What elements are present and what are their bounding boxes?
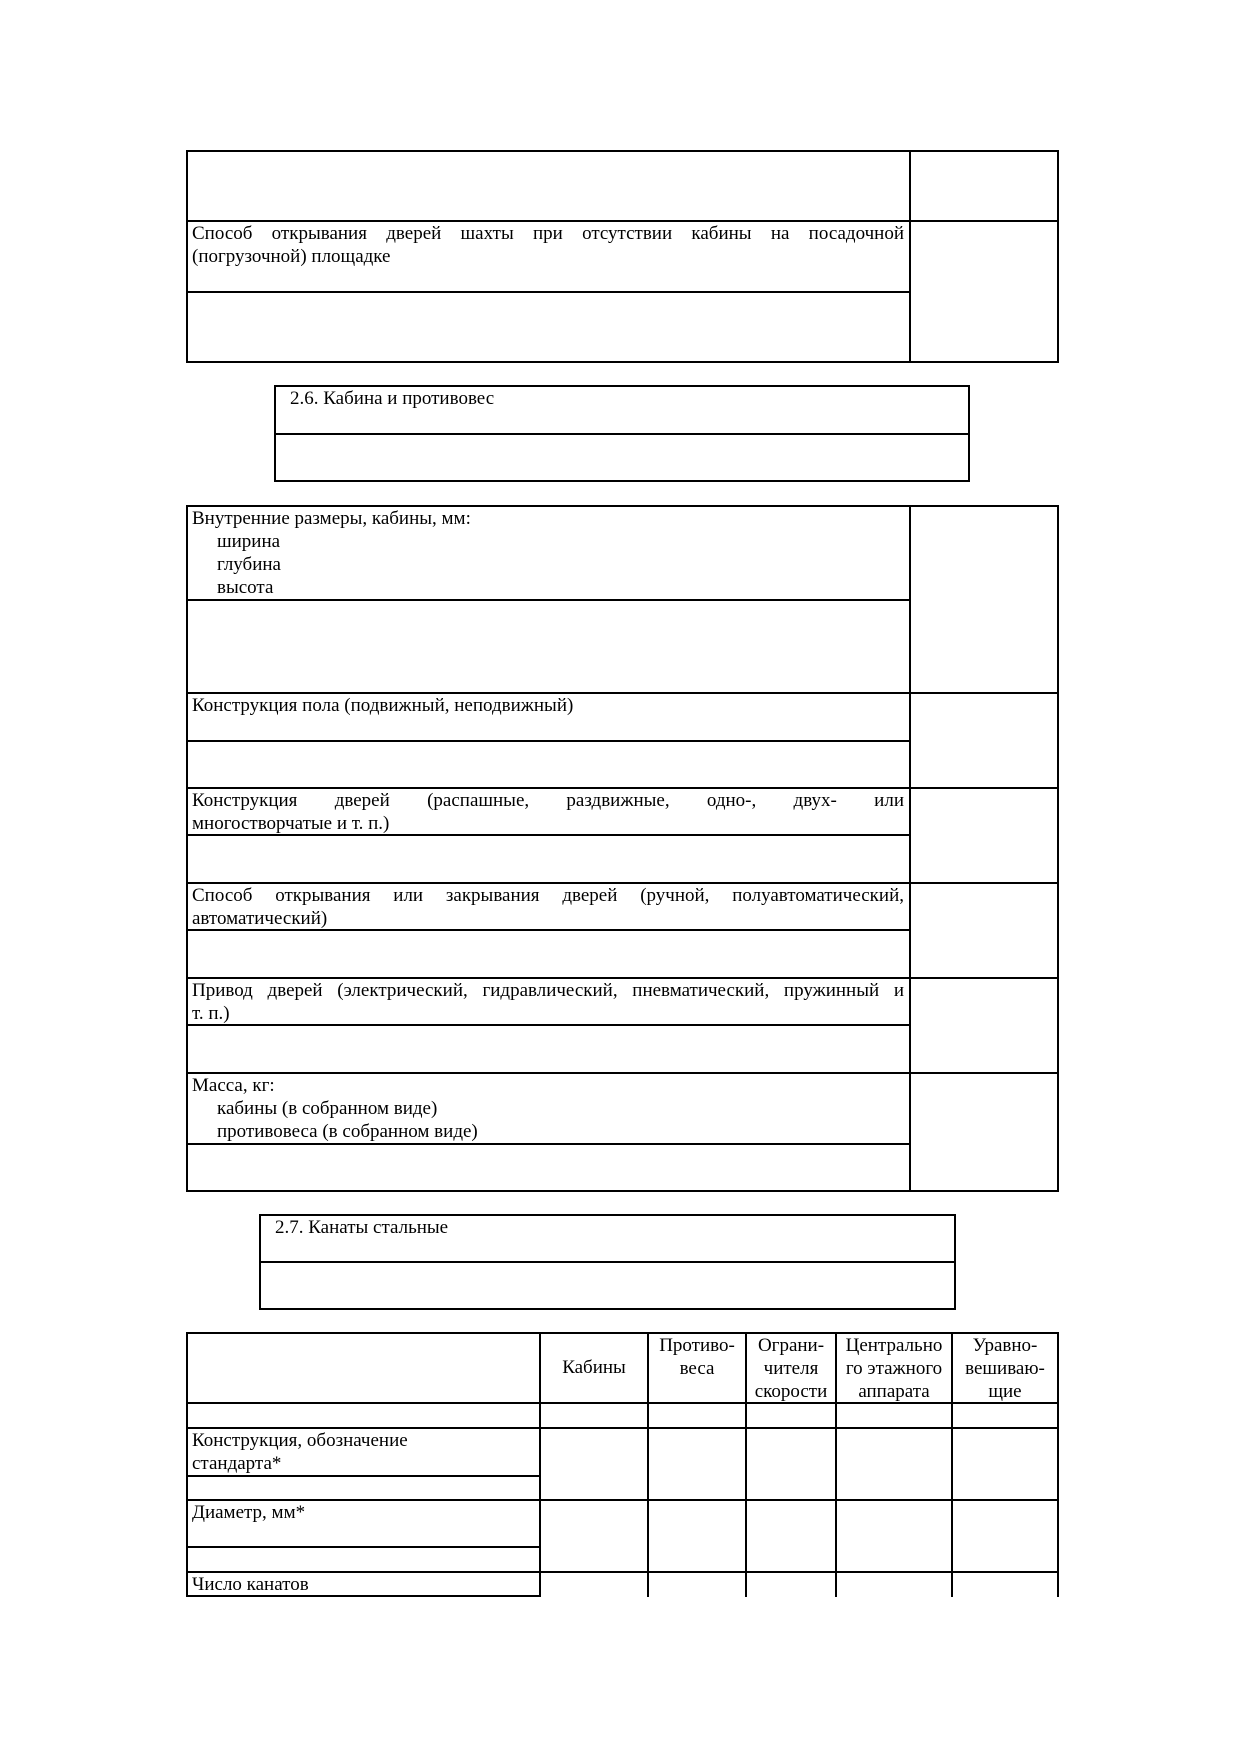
floor-construction-label: Конструкция пола (подвижный, неподвижный) xyxy=(192,695,574,716)
row-label-diameter: Диаметр, мм* xyxy=(192,1502,306,1523)
row-label-construction: Конструкция, обозначение xyxy=(192,1430,408,1451)
inner-dimensions-width: ширина xyxy=(217,531,281,552)
col-header-speed-limiter xyxy=(747,1334,835,1403)
row-label-construction-cont: стандарта* xyxy=(192,1453,282,1474)
door-construction-label-cont: многостворчатые и т. п.) xyxy=(192,813,390,834)
col-header-compensating-l1: Уравно- xyxy=(972,1335,1038,1356)
col-header-counterweight xyxy=(649,1334,745,1380)
section-2-6-title: 2.6. Кабина и противовес xyxy=(290,388,495,409)
col-header-compensating-l3: щие xyxy=(988,1381,1022,1402)
inner-dimensions-label: Внутренние размеры, кабины, мм: xyxy=(192,508,471,529)
inner-dimensions-depth: глубина xyxy=(217,554,281,575)
col-header-counterweight-l2: веса xyxy=(679,1358,715,1379)
door-drive-label-cont: т. п.) xyxy=(192,1003,230,1024)
col-header-compensating-l2: вешиваю- xyxy=(965,1358,1045,1379)
col-header-floor-selector xyxy=(837,1334,951,1403)
opening-method-label: Способ открывания дверей шахты при отсутствии кабины на посадочной xyxy=(192,223,904,244)
door-drive-label: Привод дверей (электрический, гидравлический, пневматический, пружинный и xyxy=(192,980,904,1001)
col-header-floor-selector-l3: аппарата xyxy=(858,1381,930,1402)
col-header-speed-limiter-l2: чителя xyxy=(763,1358,819,1379)
door-construction-label: Конструкция дверей (распашные, раздвижные, одно-, двух- или xyxy=(192,790,904,811)
mass-label: Масса, кг: xyxy=(192,1075,275,1096)
col-header-floor-selector-l1: Центрально xyxy=(845,1335,943,1356)
mass-counterweight: противовеса (в собранном виде) xyxy=(217,1121,478,1142)
col-header-floor-selector-l2: го этажного xyxy=(845,1358,943,1379)
opening-method-label-cont: (погрузочной) площадке xyxy=(192,246,391,267)
inner-dimensions-height: высота xyxy=(217,577,274,598)
col-header-cabin: Кабины xyxy=(562,1357,626,1378)
col-header-speed-limiter-l3: скорости xyxy=(754,1381,828,1402)
col-header-compensating xyxy=(953,1334,1057,1403)
door-opening-label: Способ открывания или закрывания дверей (ручной, полуавтоматический, xyxy=(192,885,904,906)
col-header-counterweight-l1: Противо- xyxy=(659,1335,735,1356)
row-label-rope-count: Число канатов xyxy=(192,1574,309,1595)
door-opening-label-cont: автоматический) xyxy=(192,908,328,929)
mass-cabin: кабины (в собранном виде) xyxy=(217,1098,438,1119)
section-2-7-title: 2.7. Канаты стальные xyxy=(275,1217,449,1238)
col-header-speed-limiter-l1: Ограни- xyxy=(757,1335,825,1356)
